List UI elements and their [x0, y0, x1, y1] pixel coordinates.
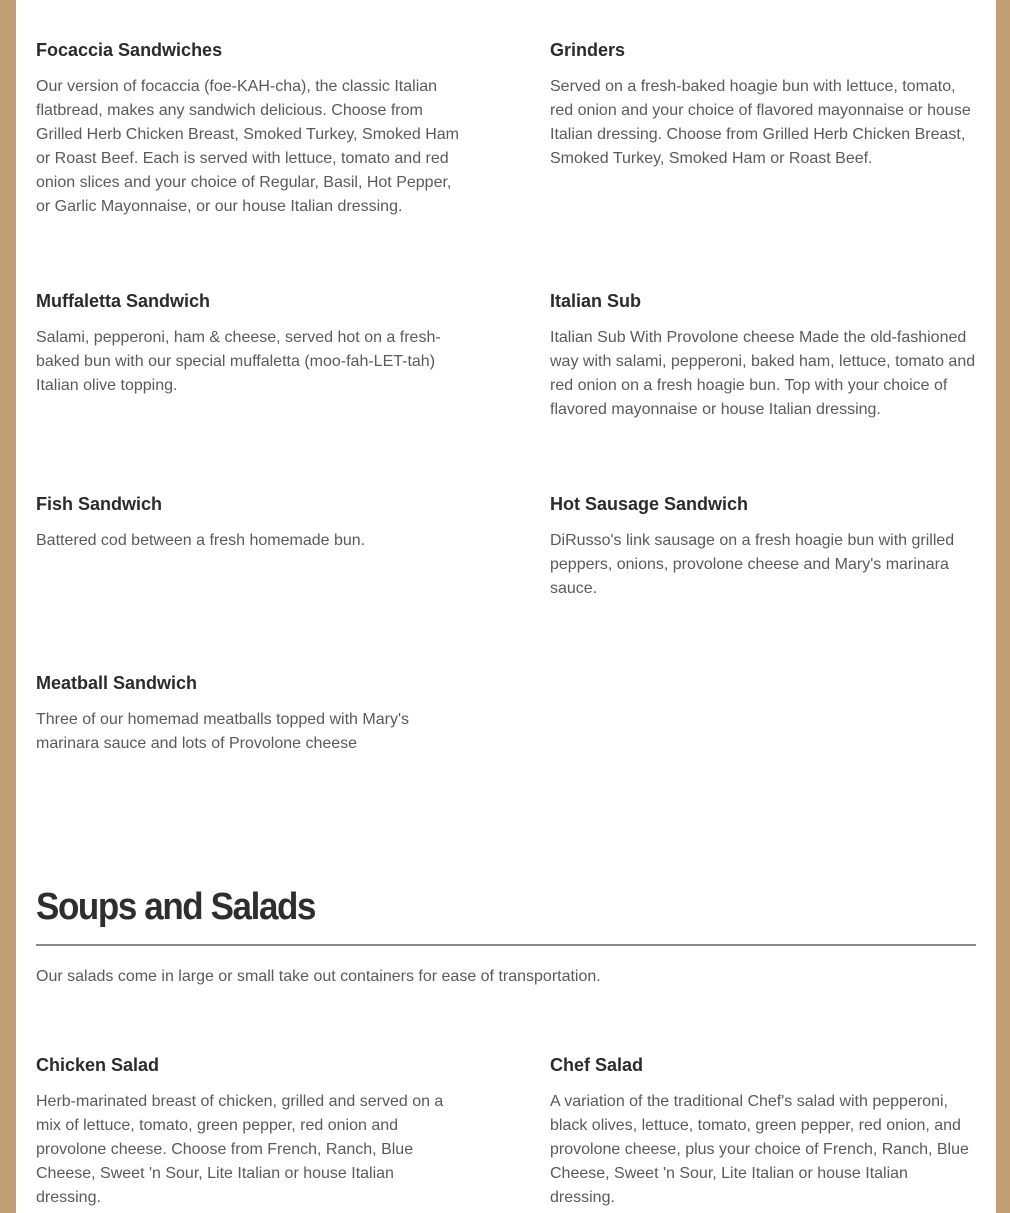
menu-item-description: A variation of the traditional Chef's salad with pepperoni, black olives, lettuce, tomato, green pepper, red onion, and provolone cheese, plus your choice of French, Ranch, Blue Cheese, Sweet 'n Sour, Lite Italian or house Italian dressing.: [550, 1093, 969, 1206]
menu-item-description: Herb-marinated breast of chicken, grilled and served on a mix of lettuce, tomato, green pepper, red onion and provolone cheese. Choose from French, Ranch, Blue Cheese, Sweet 'n Sour, Lite Italian or house Italian dressing.: [36, 1093, 444, 1206]
menu-item-description: Italian Sub With Provolone cheese Made the old-fashioned way with salami, pepperoni, baked ham, lettuce, tomato and red onion on a fresh hoagie bun. Top with your choice of flavored mayonnaise or house Italian dressing.: [550, 329, 976, 418]
menu-item-meatball-sandwich: [36, 672, 462, 756]
menu-item-title: Grinders: [550, 40, 626, 60]
menu-item-description: Three of our homemad meatballs topped with Mary's marinara sauce and lots of Provolone cheese: [36, 711, 410, 752]
menu-item-chef-salad: [550, 1054, 976, 1210]
menu-item-title: Fish Sandwich: [36, 494, 163, 514]
menu-item-fish-sandwich: [36, 493, 462, 553]
section-title-soups-and-salads: Soups and Salads: [36, 886, 316, 928]
section-divider: [36, 944, 976, 946]
section-intro-text: Our salads come in large or small take out containers for ease of transportation.: [36, 968, 601, 985]
menu-item-description: DiRusso's link sausage on a fresh hoagie bun with grilled peppers, onions, provolone cheese and Mary's marinara sauce.: [550, 532, 955, 597]
menu-item-title: Muffaletta Sandwich: [36, 291, 211, 311]
menu-item-description: Our version of focaccia (foe-KAH-cha), the classic Italian flatbread, makes any sandwich delicious. Choose from Grilled Herb Chicken Breast, Smoked Turkey, Smoked Ham or Roast Beef. Each is served with lettuce, tomato and red onion slices and your choice of Regular, Basil, Hot Pepper, or Garlic Mayonnaise, or our house Italian dressing.: [36, 78, 459, 215]
menu-item-description: Salami, pepperoni, ham & cheese, served hot on a fresh-baked bun with our special muffaletta (moo-fah-LET-tah) Italian olive topping.: [36, 329, 441, 394]
menu-item-grinders: [550, 39, 976, 171]
menu-item-muffaletta-sandwich: [36, 290, 462, 398]
menu-item-hot-sausage-sandwich: [550, 493, 976, 601]
menu-item-title: Chicken Salad: [36, 1055, 160, 1075]
menu-item-italian-sub: [550, 290, 976, 422]
menu-item-title: Meatball Sandwich: [36, 673, 198, 693]
menu-item-focaccia-sandwiches: [36, 39, 462, 219]
menu-item-description: Served on a fresh-baked hoagie bun with lettuce, tomato, red onion and your choice of flavored mayonnaise or house Italian dressing. Choose from Grilled Herb Chicken Breast, Smoked Turkey, Smoked Ham or Roast Beef.: [550, 78, 971, 167]
menu-item-title: Italian Sub: [550, 291, 642, 311]
menu-item-title: Hot Sausage Sandwich: [550, 494, 749, 514]
menu-page: [16, 0, 996, 1213]
menu-item-title: Focaccia Sandwiches: [36, 40, 223, 60]
menu-item-chicken-salad: [36, 1054, 462, 1210]
menu-item-title: Chef Salad: [550, 1055, 644, 1075]
menu-item-description: Battered cod between a fresh homemade bun.: [36, 532, 366, 549]
